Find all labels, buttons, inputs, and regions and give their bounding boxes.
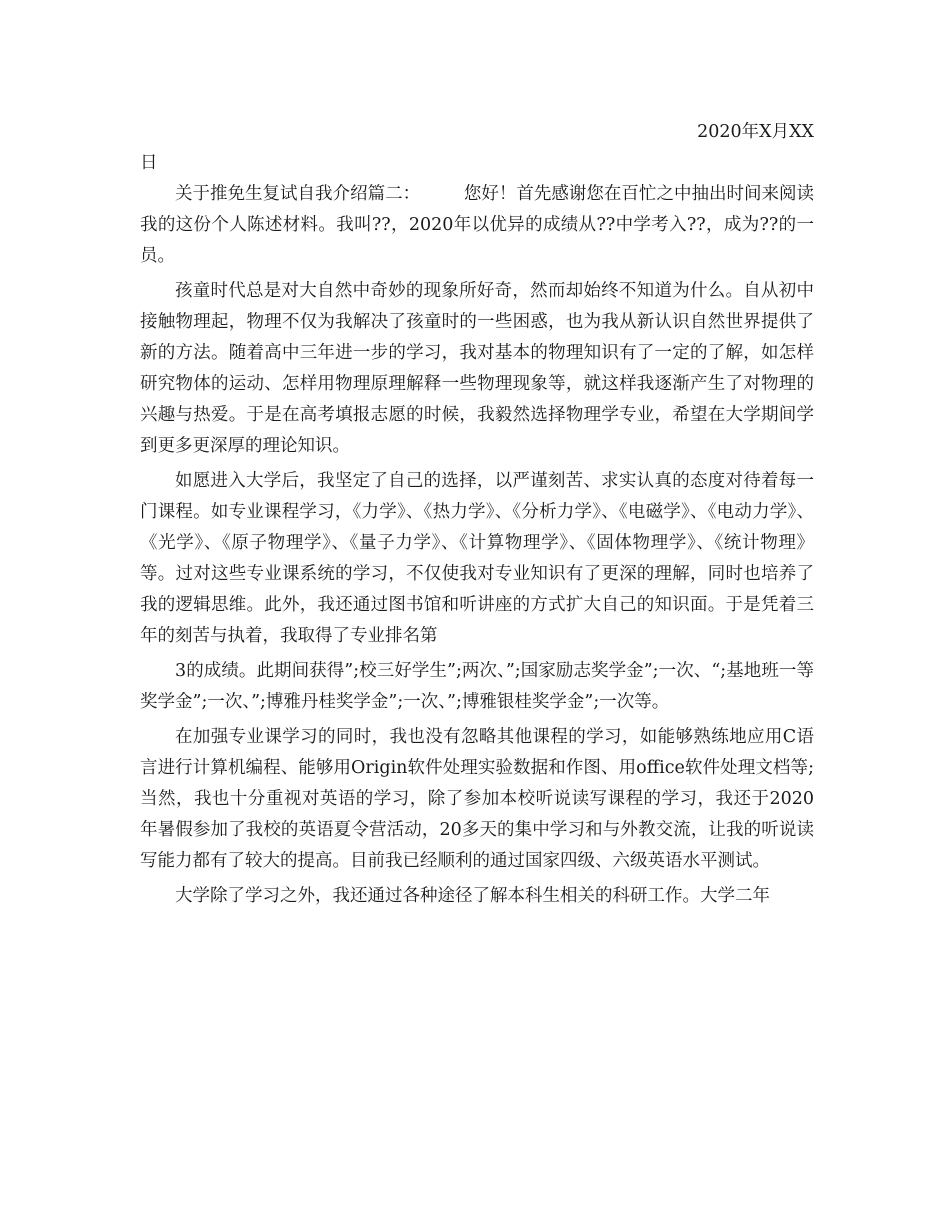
date-line-tail: 日: [140, 153, 158, 173]
paragraph-childhood: 孩童时代总是对大自然中奇妙的现象所好奇，然而却始终不知道为什么。自从初中接触物理起，物理不仅为我解决了孩童时的一些困惑，也为我从新认识自然世界提供了新的方法。随着高中三年进一步的学习，我对基本的物理知识有了一定的了解，如怎样研究物体的运动、怎样用物理原理解释一些物理现象等，就这样我逐渐产生了对物理的兴趣与热爱。于是在高考填报志愿的时候，我毅然选择物理学专业，希望在大学期间学到更多更深厚的理论知识。: [140, 281, 814, 456]
paragraph-research: 大学除了学习之外，我还通过各种途径了解本科生相关的科研工作。大学二年: [175, 886, 770, 906]
document-body: [140, 117, 814, 916]
date-line: 2020年X月XX: [697, 122, 814, 142]
paragraph-university-courses: 如愿进入大学后，我坚定了自己的选择，以严谨刻苦、求实认真的态度对待着每一门课程。如专业课程学习，《力学》、《热力学》、《分析力学》、《电磁学》、《电动力学》、《光学》、《原子物理学》、《量子力学》、《计算物理学》、《固体物理学》、《统计物理》等。过对这些专业课系统的学习，不仅使我对专业知识有了更深的理解，同时也培养了我的逻辑思维。此外，我还通过图书馆和听讲座的方式扩大自己的知识面。于是凭着三年的刻苦与执着，我取得了专业排名第: [140, 471, 814, 646]
paragraph-other-skills: 在加强专业课学习的同时，我也没有忽略其他课程的学习，如能够熟练地应用C语言进行计算机编程、能够用Origin软件处理实验数据和作图、用office软件处理文档等;当然，我也十分重视对英语的学习，除了参加本校听说读写课程的学习，我还于2020年暑假参加了我校的英语夏令营活动，20多天的集中学习和与外教交流，让我的听说读写能力都有了较大的提高。目前我已经顺利的通过国家四级、六级英语水平测试。: [140, 727, 814, 871]
paragraph-awards: 3的成绩。此期间获得”;校三好学生”;两次、”;国家励志奖学金”;一次、“;基地班一等奖学金”;一次、”;博雅丹桂奖学金”;一次、”;博雅银桂奖学金”;一次等。: [140, 661, 814, 712]
paragraph-intro: 关于推免生复试自我介绍篇二： 您好！首先感谢您在百忙之中抽出时间来阅读我的这份个人陈述材料。我叫??，2020年以优异的成绩从??中学考入??，成为??的一员。: [140, 184, 814, 266]
